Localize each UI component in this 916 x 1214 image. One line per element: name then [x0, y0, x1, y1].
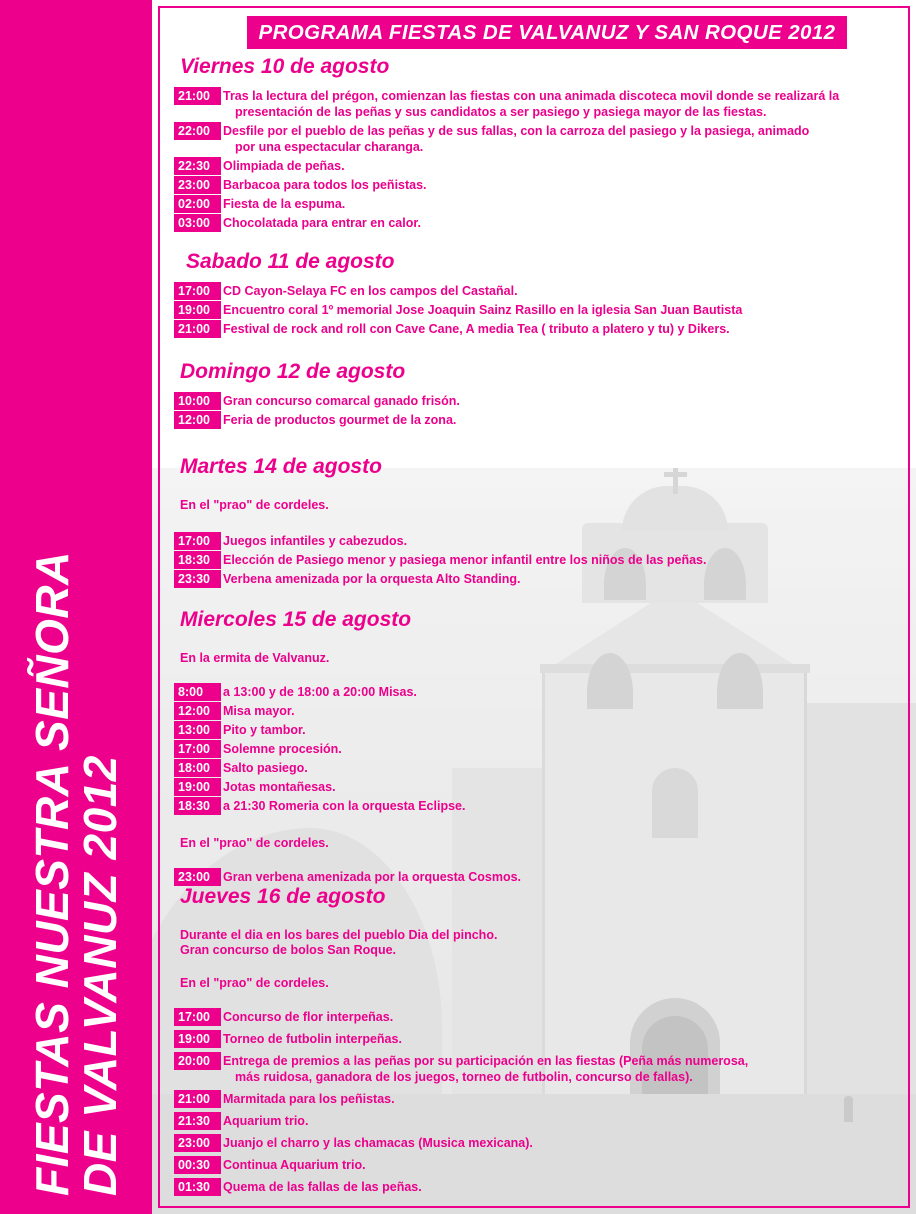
- item-desc: Chocolatada para entrar en calor.: [223, 216, 421, 230]
- program-title-bar: [247, 16, 847, 49]
- item-time: 03:00: [174, 214, 221, 232]
- program-item: [152, 797, 916, 815]
- item-time: 19:00: [174, 1030, 221, 1048]
- item-time: 22:00: [174, 122, 221, 140]
- program-item: [152, 868, 916, 886]
- program-item: [152, 1134, 916, 1152]
- item-desc: Torneo de futbolin interpeñas.: [223, 1031, 402, 1046]
- program-item: [152, 702, 916, 720]
- program-item: [152, 301, 916, 319]
- day-title: Viernes 10 de agosto: [180, 55, 390, 78]
- day-note: En el "prao" de cordeles.: [180, 975, 329, 990]
- item-desc: Tras la lectura del prégon, comienzan las fiestas con una animada discoteca movil donde se realizará la presentación de las peñas y sus candidatos a ser pasiego y pasiega mayor de las fiestas.: [223, 89, 840, 119]
- item-time: 13:00: [174, 721, 221, 739]
- day-note: En el "prao" de cordeles.: [180, 835, 329, 850]
- side-banner-line-2: DE VALVANUZ 2012: [74, 755, 126, 1196]
- program-item: [152, 320, 916, 338]
- day-section-viernes-10: [152, 55, 916, 233]
- program-item: [152, 551, 916, 569]
- program-item: [152, 1052, 916, 1086]
- day-title: Sabado 11 de agosto: [186, 250, 395, 273]
- day-section-miercoles-15: [152, 608, 916, 887]
- item-time: 17:00: [174, 1008, 221, 1026]
- item-time: 00:30: [174, 1156, 221, 1174]
- day-title: Martes 14 de agosto: [180, 455, 382, 478]
- program-text-layer: [152, 0, 916, 1214]
- program-item: [152, 759, 916, 777]
- item-time: 12:00: [174, 702, 221, 720]
- day-items: [152, 868, 916, 886]
- day-items: [152, 392, 916, 429]
- day-note: Durante el dia en los bares del pueblo Dia del pincho.: [180, 928, 498, 942]
- item-desc: CD Cayon-Selaya FC en los campos del Castañal.: [223, 284, 518, 298]
- item-time: 20:00: [174, 1052, 221, 1070]
- item-desc: Salto pasiego.: [223, 760, 308, 775]
- item-desc: Jotas montañesas.: [223, 779, 336, 794]
- day-items: [152, 1008, 916, 1196]
- item-time: 18:00: [174, 759, 221, 777]
- item-desc: Pito y tambor.: [223, 722, 306, 737]
- item-desc: Festival de rock and roll con Cave Cane, A media Tea ( tributo a platero y tu) y Dikers.: [223, 322, 730, 336]
- item-time: 19:00: [174, 778, 221, 796]
- day-note: Gran concurso de bolos San Roque.: [180, 942, 397, 957]
- item-time: 01:30: [174, 1178, 221, 1196]
- item-desc: Aquarium trio.: [223, 1113, 309, 1128]
- item-desc: Feria de productos gourmet de la zona.: [223, 413, 457, 427]
- item-desc: Concurso de flor interpeñas.: [223, 1009, 394, 1024]
- item-time: 17:00: [174, 532, 221, 550]
- program-item: [152, 1008, 916, 1026]
- item-time: 23:00: [174, 1134, 221, 1152]
- item-desc: Marmitada para los peñistas.: [223, 1091, 395, 1106]
- program-item: [152, 1090, 916, 1108]
- day-section-martes-14: [152, 455, 916, 589]
- item-desc: Gran verbena amenizada por la orquesta Cosmos.: [223, 869, 522, 884]
- day-items: [152, 282, 916, 338]
- item-time: 10:00: [174, 392, 221, 410]
- item-time: 23:00: [174, 176, 221, 194]
- item-time: 23:00: [174, 868, 221, 886]
- item-desc: Gran concurso comarcal ganado frisón.: [223, 394, 460, 408]
- page-title: PROGRAMA FIESTAS DE VALVANUZ Y SAN ROQUE 2012: [258, 20, 836, 44]
- item-desc: Fiesta de la espuma.: [223, 197, 346, 211]
- item-desc: Desfile por el pueblo de las peñas y de sus fallas, con la carroza del pasiego y la pasiega, animado por una espectacular charanga.: [223, 124, 810, 154]
- item-desc: Verbena amenizada por la orquesta Alto Standing.: [223, 571, 521, 586]
- day-section-sabado-11: [152, 250, 916, 339]
- program-item: [152, 1030, 916, 1048]
- program-item: [152, 1156, 916, 1174]
- day-items: [152, 683, 916, 815]
- day-section-jueves-16: [152, 885, 916, 1197]
- item-time: 21:00: [174, 320, 221, 338]
- item-desc: Elección de Pasiego menor y pasiega menor infantil entre los niños de las peñas.: [223, 552, 707, 567]
- program-item: [152, 532, 916, 550]
- day-note: En la ermita de Valvanuz.: [180, 651, 330, 665]
- item-desc: Continua Aquarium trio.: [223, 1157, 366, 1172]
- item-desc: Juegos infantiles y cabezudos.: [223, 533, 408, 548]
- program-item: [152, 157, 916, 175]
- item-desc: Entrega de premios a las peñas por su participación en las fiestas (Peña más numerosa, más ruidosa, ganadora de los juegos, torneo de futbolin, concurso de fallas).: [223, 1053, 749, 1084]
- program-item: [152, 411, 916, 429]
- program-item: [152, 87, 916, 121]
- item-time: 18:30: [174, 551, 221, 569]
- item-desc: Barbacoa para todos los peñistas.: [223, 178, 427, 192]
- item-time: 19:00: [174, 301, 221, 319]
- item-time: 17:00: [174, 282, 221, 300]
- item-time: 8:00: [174, 683, 221, 701]
- side-banner-line-1: FIESTAS NUESTRA SEÑORA: [25, 551, 78, 1196]
- program-item: [152, 778, 916, 796]
- item-time: 17:00: [174, 740, 221, 758]
- item-desc: a 21:30 Romeria con la orquesta Eclipse.: [223, 798, 466, 813]
- item-time: 21:00: [174, 87, 221, 105]
- program-item: [152, 1112, 916, 1130]
- item-time: 23:30: [174, 570, 221, 588]
- program-item: [152, 282, 916, 300]
- day-section-domingo-12: [152, 360, 916, 430]
- item-desc: Encuentro coral 1º memorial Jose Joaquin Sainz Rasillo en la iglesia San Juan Bautista: [223, 303, 743, 317]
- program-item: [152, 570, 916, 588]
- item-time: 22:30: [174, 157, 221, 175]
- program-item: [152, 176, 916, 194]
- program-content: [152, 0, 916, 1214]
- item-time: 02:00: [174, 195, 221, 213]
- day-title: Miercoles 15 de agosto: [180, 608, 412, 631]
- side-banner: [0, 0, 152, 1214]
- program-item: [152, 392, 916, 410]
- day-title: Jueves 16 de agosto: [180, 885, 386, 908]
- item-desc: Olimpiada de peñas.: [223, 159, 345, 173]
- day-items: [152, 87, 916, 232]
- item-desc: a 13:00 y de 18:00 a 20:00 Misas.: [223, 684, 417, 699]
- day-items: [152, 532, 916, 588]
- program-item: [152, 1178, 916, 1196]
- day-note: En el "prao" de cordeles.: [180, 498, 329, 512]
- program-item: [152, 214, 916, 232]
- item-desc: Solemne procesión.: [223, 741, 342, 756]
- item-time: 18:30: [174, 797, 221, 815]
- program-item: [152, 122, 916, 156]
- program-item: [152, 195, 916, 213]
- item-desc: Misa mayor.: [223, 703, 295, 718]
- program-item: [152, 683, 916, 701]
- side-banner-title: [0, 0, 152, 1214]
- item-time: 21:30: [174, 1112, 221, 1130]
- item-time: 21:00: [174, 1090, 221, 1108]
- item-time: 12:00: [174, 411, 221, 429]
- item-desc: Quema de las fallas de las peñas.: [223, 1179, 422, 1194]
- program-item: [152, 721, 916, 739]
- day-title: Domingo 12 de agosto: [180, 360, 406, 383]
- item-desc: Juanjo el charro y las chamacas (Musica mexicana).: [223, 1135, 533, 1150]
- program-item: [152, 740, 916, 758]
